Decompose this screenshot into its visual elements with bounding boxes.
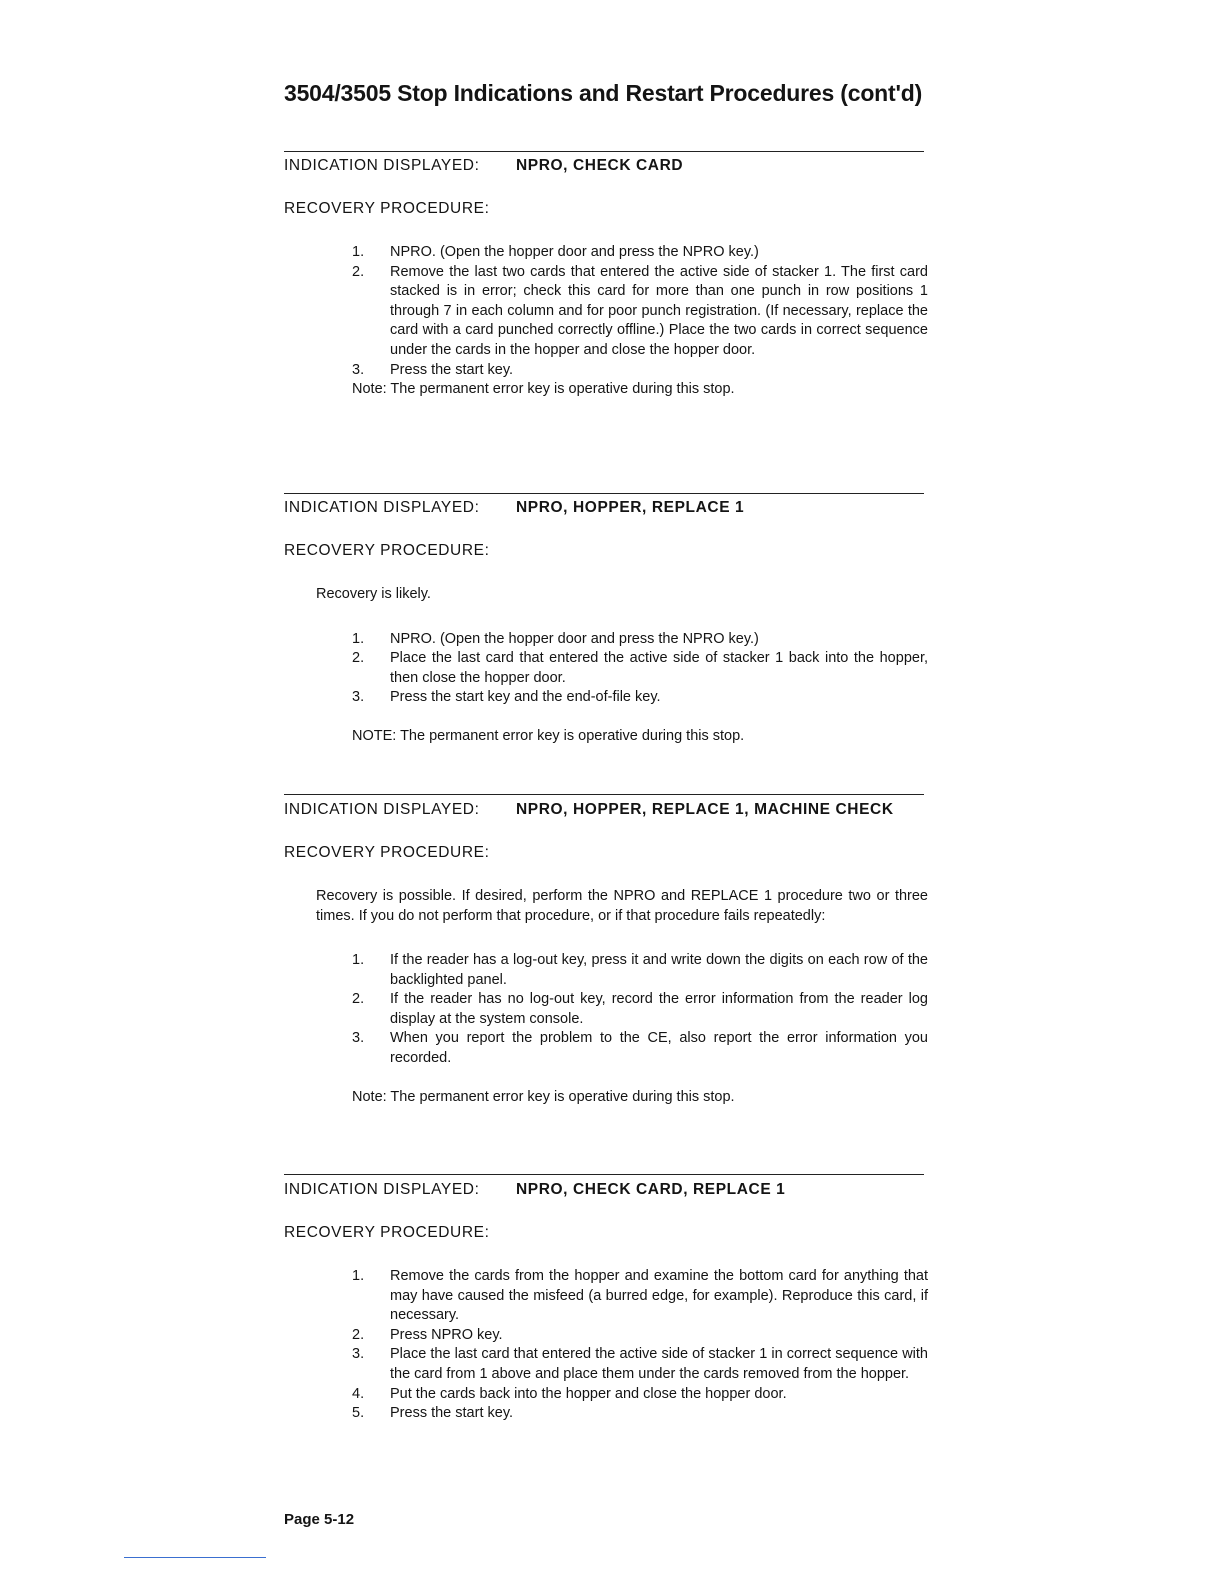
step-text: Place the last card that entered the active side of stacker 1 in correct sequence with the card from 1 above and place them under the cards removed from the hopper. — [390, 1346, 928, 1382]
step-number: 2. — [352, 991, 365, 1008]
step-list — [284, 630, 928, 708]
step-number: 1. — [352, 630, 365, 647]
indication-line — [284, 499, 928, 517]
step-list — [284, 243, 928, 380]
section-divider — [284, 151, 924, 152]
indication-label: INDICATION DISPLAYED: — [284, 801, 480, 818]
list-item — [284, 1345, 928, 1384]
step-text: Place the last card that entered the active side of stacker 1 back into the hopper, then close the hopper door. — [390, 650, 928, 686]
list-item — [284, 630, 928, 650]
step-text: Remove the cards from the hopper and examine the bottom card for anything that may have caused the misfeed (a burred edge, for example). Reproduce this card, if necessary. — [390, 1268, 928, 1324]
indication-line — [284, 157, 928, 175]
section-divider — [284, 794, 924, 795]
list-item — [284, 263, 928, 361]
section-divider — [284, 1174, 924, 1175]
section-divider — [284, 493, 924, 494]
step-text: Press the start key. — [390, 361, 514, 378]
step-list — [284, 951, 928, 1069]
list-item — [284, 990, 928, 1029]
step-text: Press the start key. — [390, 1405, 514, 1422]
note-text: Note: The permanent error key is operative during this stop. — [352, 381, 735, 398]
list-item — [284, 951, 928, 990]
list-item — [284, 1326, 928, 1346]
scan-edge-line — [124, 1557, 266, 1558]
step-text: NPRO. (Open the hopper door and press the NPRO key.) — [390, 244, 759, 260]
recovery-procedure-label: RECOVERY PROCEDURE: — [284, 200, 490, 217]
step-number: 3. — [352, 1030, 365, 1047]
step-text: Put the cards back into the hopper and close the hopper door. — [390, 1385, 787, 1402]
step-number: 1. — [352, 244, 365, 260]
step-number: 1. — [352, 952, 365, 968]
indication-value: NPRO, HOPPER, REPLACE 1 — [516, 499, 745, 516]
step-number: 3. — [352, 361, 365, 378]
step-list — [284, 1267, 928, 1424]
list-item — [284, 1404, 928, 1424]
intro-text: Recovery is likely. — [316, 586, 431, 602]
list-item — [284, 1267, 928, 1326]
indication-value: NPRO, HOPPER, REPLACE 1, MACHINE CHECK — [516, 801, 894, 818]
page-title: 3504/3505 Stop Indications and Restart Procedures (cont'd) — [284, 80, 923, 106]
step-text: When you report the problem to the CE, also report the error information you recorded. — [390, 1030, 928, 1066]
step-text: If the reader has no log-out key, record the error information from the reader log display at the system console. — [390, 991, 928, 1027]
indication-label: INDICATION DISPLAYED: — [284, 499, 480, 516]
section-npro-check-card-replace — [284, 1181, 928, 1424]
note-text: NOTE: The permanent error key is operative during this stop. — [352, 727, 745, 744]
step-number: 1. — [352, 1268, 365, 1284]
recovery-procedure-label: RECOVERY PROCEDURE: — [284, 844, 490, 861]
intro-text: Recovery is possible. If desired, perform the NPRO and REPLACE 1 procedure two or three times. If you do not perform that procedure, or if that procedure fails repeatedly: — [316, 888, 928, 924]
indication-value: NPRO, CHECK CARD, REPLACE 1 — [516, 1181, 786, 1198]
list-item — [284, 1029, 928, 1068]
step-number: 2. — [352, 263, 365, 280]
page-number: Page 5-12 — [284, 1511, 355, 1528]
step-text: Press the start key and the end-of-file key. — [390, 689, 661, 706]
indication-line — [284, 1181, 928, 1199]
step-text: Press NPRO key. — [390, 1326, 503, 1343]
list-item — [284, 688, 928, 708]
step-text: NPRO. (Open the hopper door and press the NPRO key.) — [390, 630, 759, 647]
indication-line — [284, 801, 928, 819]
indication-label: INDICATION DISPLAYED: — [284, 157, 480, 174]
section-npro-check-card — [284, 157, 928, 400]
step-number: 2. — [352, 650, 365, 667]
step-number: 2. — [352, 1326, 365, 1343]
step-text: Remove the last two cards that entered the active side of stacker 1. The first card stacked is in error; check this card for more than one punch in row positions 1 through 7 in each column and for poor punch registration. (If necessary, replace the card with a card punched correctly offline.) Place the two cards in correct sequence under the cards in the hopper and close the hopper door. — [390, 263, 928, 358]
indication-label: INDICATION DISPLAYED: — [284, 1181, 480, 1198]
recovery-procedure-label: RECOVERY PROCEDURE: — [284, 1224, 490, 1241]
list-item — [284, 649, 928, 688]
section-npro-hopper-replace — [284, 499, 928, 746]
step-text: If the reader has a log-out key, press it and write down the digits on each row of the backlighted panel. — [390, 952, 928, 988]
step-number: 4. — [352, 1385, 365, 1402]
list-item — [284, 243, 928, 263]
step-number: 3. — [352, 689, 365, 706]
step-number: 3. — [352, 1346, 365, 1363]
list-item — [284, 1385, 928, 1405]
section-npro-hopper-machine-check — [284, 801, 928, 1107]
recovery-procedure-label: RECOVERY PROCEDURE: — [284, 542, 490, 559]
indication-value: NPRO, CHECK CARD — [516, 157, 684, 174]
step-number: 5. — [352, 1405, 365, 1422]
list-item — [284, 361, 928, 381]
note-text: Note: The permanent error key is operative during this stop. — [352, 1088, 735, 1105]
